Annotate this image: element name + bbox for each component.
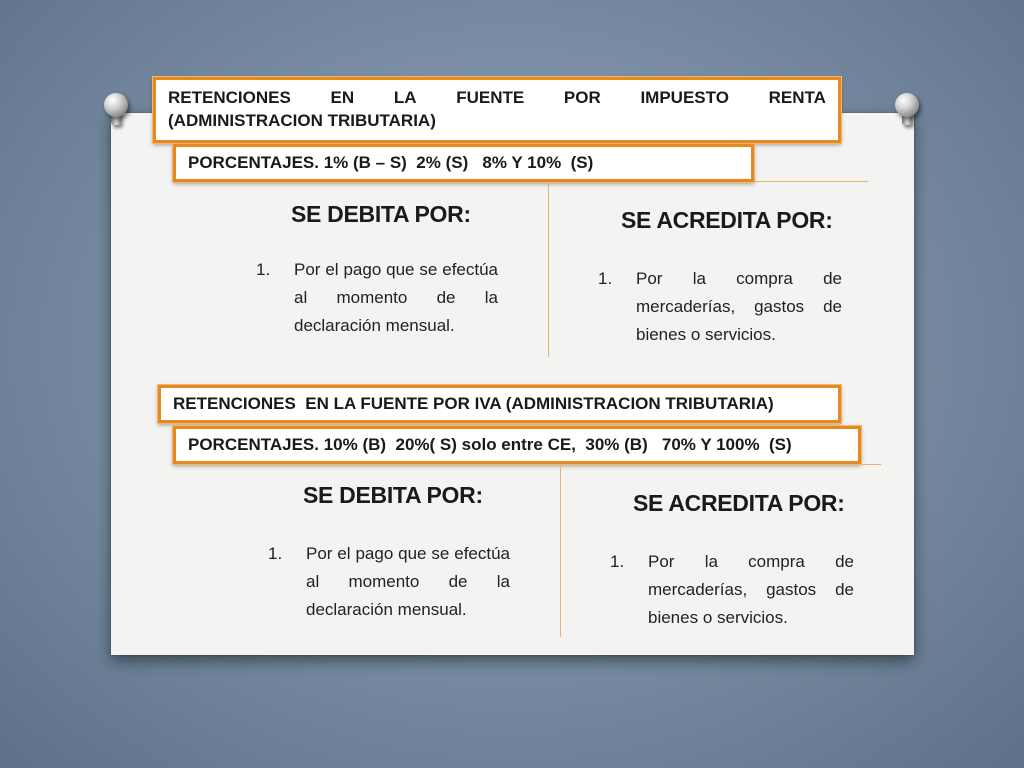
- section2-divider-h: [861, 464, 881, 465]
- section1-credit-heading: SE ACREDITA POR:: [621, 207, 833, 233]
- list-number: 1.: [598, 269, 613, 288]
- section2-percentages-box: [173, 426, 861, 464]
- list-number: 1.: [610, 552, 625, 571]
- section2-credit-item: [610, 548, 854, 638]
- pushpin-icon: [890, 93, 924, 127]
- list-number: 1.: [256, 260, 271, 279]
- section1-title-box: [153, 77, 841, 143]
- section2-debit-text: Por el pago que se efectúa al momento de la declaración mensual.: [306, 544, 510, 619]
- section1-percentages-box: [173, 144, 754, 182]
- section2-debit-heading: SE DEBITA POR:: [303, 482, 483, 508]
- section2-title: RETENCIONES EN LA FUENTE POR IVA (ADMINISTRACION TRIBUTARIA): [173, 394, 774, 413]
- section2-credit-text: Por la compra de mercaderías, gastos de bienes o servicios.: [648, 552, 854, 627]
- section1-debit-text: Por el pago que se efectúa al momento de la declaración mensual.: [294, 260, 498, 335]
- section1-debit-item: [256, 256, 498, 346]
- section1-debit-heading: SE DEBITA POR:: [291, 201, 471, 227]
- section1-credit-item: [598, 265, 842, 355]
- section2-debit-item: [268, 540, 510, 630]
- section2-percentages: PORCENTAJES. 10% (B) 20%( S) solo entre CE, 30% (B) 70% Y 100% (S): [188, 435, 792, 454]
- section2-credit-heading: SE ACREDITA POR:: [633, 490, 845, 516]
- list-number: 1.: [268, 544, 283, 563]
- pushpin-icon: [99, 93, 133, 127]
- section1-credit-text: Por la compra de mercaderías, gastos de bienes o servicios.: [636, 269, 842, 344]
- section2-divider-v: [560, 465, 561, 637]
- section1-divider-v: [548, 182, 549, 357]
- section1-divider-h: [754, 181, 868, 182]
- section1-title-line1: RETENCIONES EN LA FUENTE POR IMPUESTO RENTA: [168, 88, 826, 107]
- section1-title-line2: (ADMINISTRACION TRIBUTARIA): [168, 111, 436, 130]
- section1-percentages: PORCENTAJES. 1% (B – S) 2% (S) 8% Y 10% (S): [188, 153, 594, 172]
- section2-title-box: [158, 385, 841, 423]
